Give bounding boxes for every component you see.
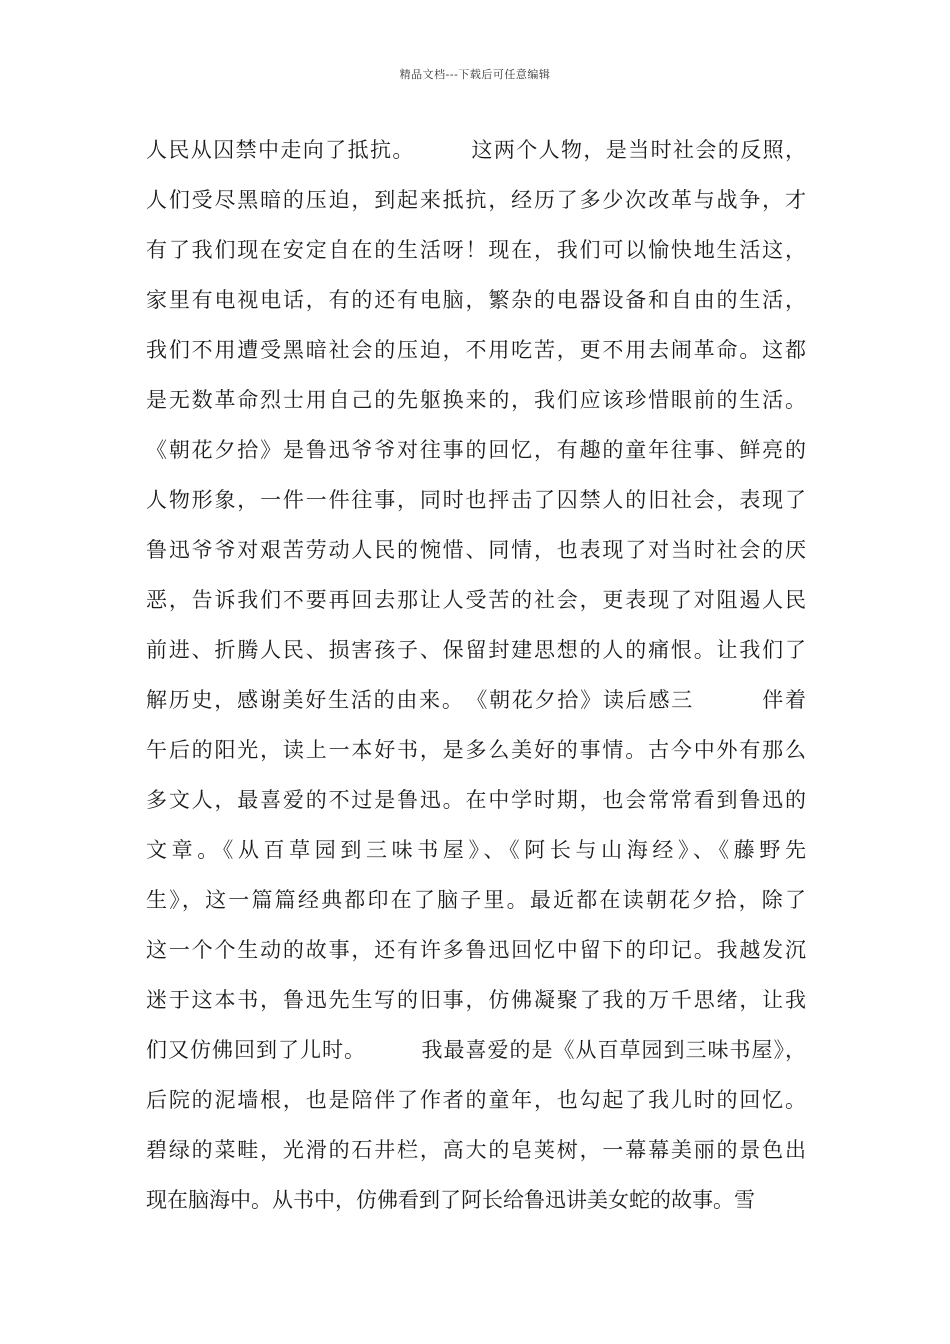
page-header: 精品文档---下载后可任意编辑: [399, 68, 551, 81]
text-line: 《朝花夕拾》是鲁迅爷爷对往事的回忆，有趣的童年往事、鲜亮的: [146, 438, 806, 462]
text-line: 们又仿佛回到了儿时。 我最喜爱的是《从百草园到三味书屋》，: [146, 1038, 806, 1062]
text-line: 人民从囚禁中走向了抵抗。 这两个人物，是当时社会的反照，: [146, 138, 806, 162]
text-line: 后院的泥墙根，也是陪伴了作者的童年，也勾起了我儿时的回忆。: [146, 1088, 806, 1112]
text-line: 生》，这一篇篇经典都印在了脑子里。最近都在读朝花夕拾，除了: [146, 888, 806, 912]
text-line: 家里有电视电话，有的还有电脑，繁杂的电器设备和自由的生活，: [146, 288, 806, 312]
text-line: 文章。《从百草园到三味书屋》、《阿长与山海经》、《藤野先: [146, 838, 806, 862]
text-line: 人们受尽黑暗的压迫，到起来抵抗，经历了多少次改革与战争，才: [146, 188, 806, 212]
text-line: 人物形象，一件一件往事，同时也抨击了囚禁人的旧社会，表现了: [146, 488, 806, 512]
text-line: 这一个个生动的故事，还有许多鲁迅回忆中留下的印记。我越发沉: [146, 938, 806, 962]
text-line: 我们不用遭受黑暗社会的压迫，不用吃苦，更不用去闹革命。这都: [146, 338, 806, 362]
text-line: 前进、折腾人民、损害孩子、保留封建思想的人的痛恨。让我们了: [146, 638, 806, 662]
text-line: 午后的阳光，读上一本好书，是多么美好的事情。古今中外有那么: [146, 738, 806, 762]
text-line: 是无数革命烈士用自己的先躯换来的，我们应该珍惜眼前的生活。: [146, 388, 806, 412]
text-line: 碧绿的菜畦，光滑的石井栏，高大的皂荚树，一幕幕美丽的景色出: [146, 1138, 806, 1162]
body-text: [146, 131, 806, 1231]
text-line: 多文人，最喜爱的不过是鲁迅。在中学时期，也会常常看到鲁迅的: [146, 788, 806, 812]
text-line: 鲁迅爷爷对艰苦劳动人民的惋惜、同情，也表现了对当时社会的厌: [146, 538, 806, 562]
text-line: 有了我们现在安定自在的生活呀！现在，我们可以愉快地生活这，: [146, 238, 806, 262]
text-line: 恶，告诉我们不要再回去那让人受苦的社会，更表现了对阻遏人民: [146, 588, 806, 612]
text-line: 迷于这本书，鲁迅先生写的旧事，仿佛凝聚了我的万千思绪，让我: [146, 988, 806, 1012]
text-line: 解历史，感谢美好生活的由来。 《朝花夕拾》读后感三 伴着: [146, 688, 806, 712]
text-line: 现在脑海中。从书中，仿佛看到了阿长给鲁迅讲美女蛇的故事。雪: [146, 1188, 755, 1212]
